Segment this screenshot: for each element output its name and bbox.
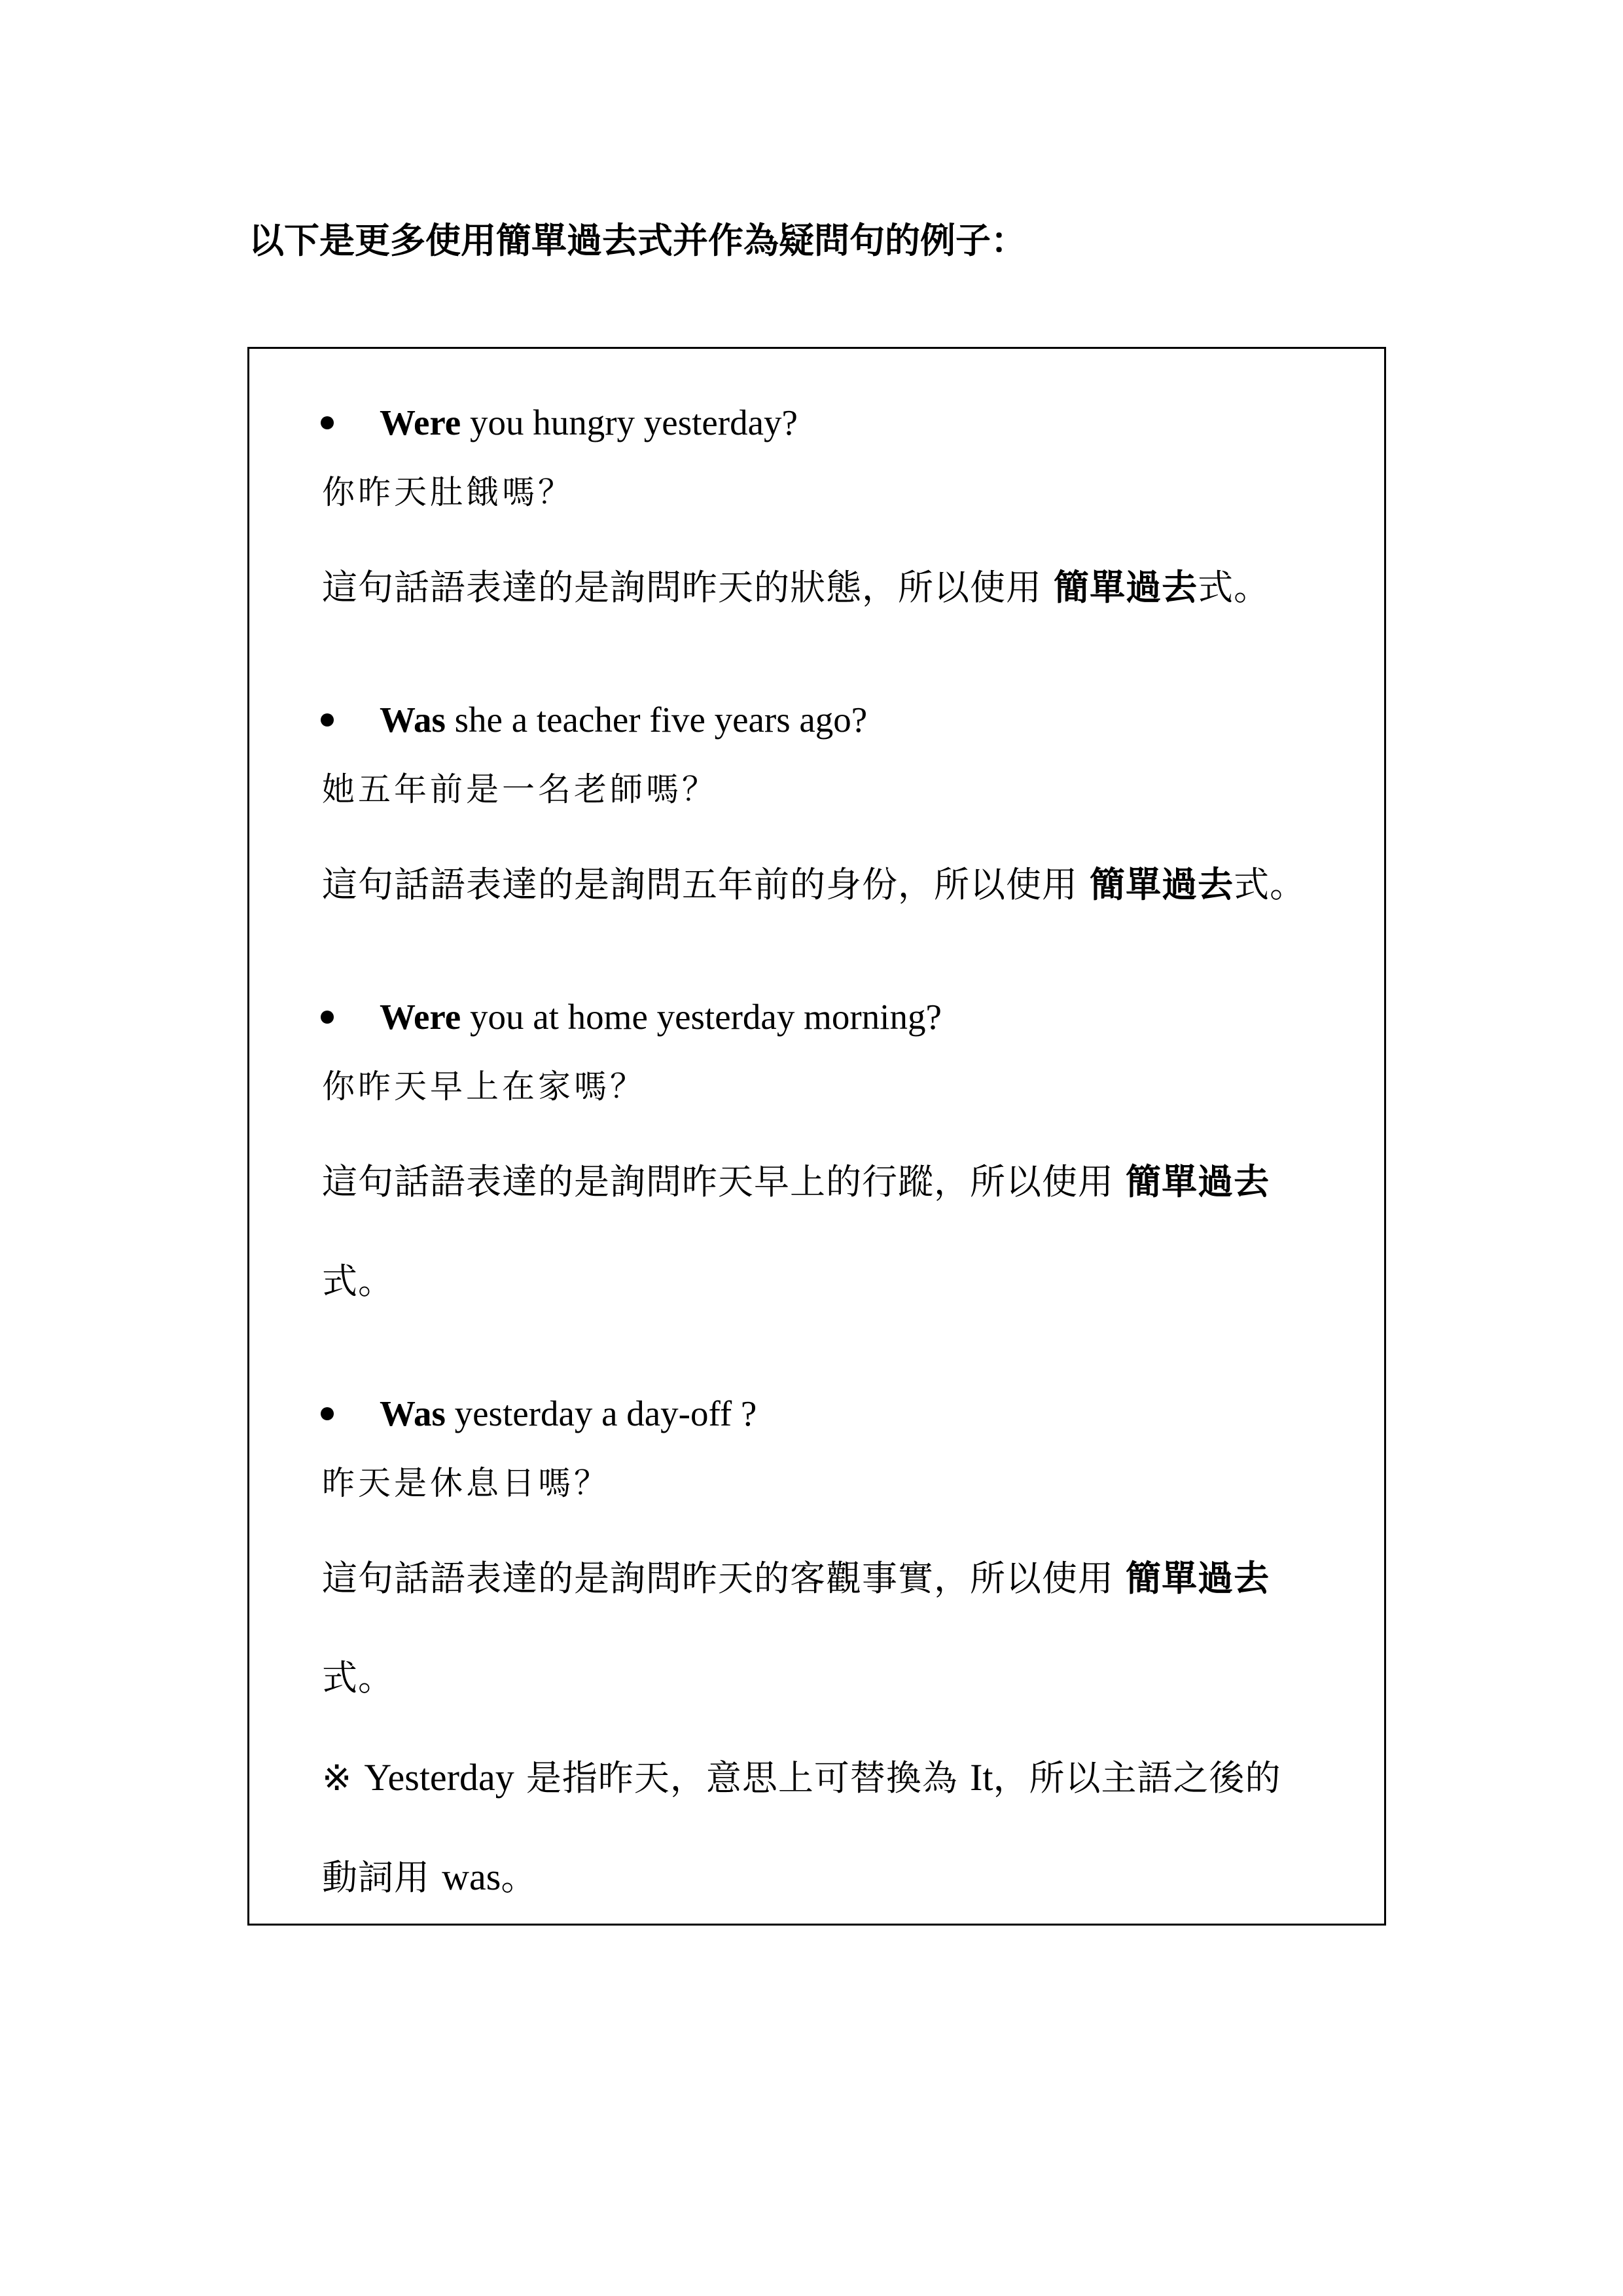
example-1-verb: Were [380, 403, 461, 442]
example-3-translation: 你昨天早上在家嗎？ [322, 1067, 646, 1105]
example-3-sentence-rest: you at home yesterday morning? [461, 997, 942, 1037]
bullet-icon [321, 416, 334, 429]
example-2-verb: Was [380, 700, 446, 740]
explanation-text: 這句話語表達的是詢問五年前的身份，所以使用 [322, 864, 1090, 905]
example-4-explanation-cont [322, 1652, 394, 1704]
example-4-sentence-rest: yesterday a day-off ? [445, 1393, 757, 1433]
note-mark: ※ [322, 1757, 365, 1799]
example-4-explanation [322, 1552, 1270, 1605]
example-4-sentence [380, 1388, 757, 1440]
explanation-text: 式。 [322, 1657, 394, 1698]
explanation-keyword: 簡單過去 [1126, 1161, 1270, 1202]
explanation-text: 這句話語表達的是詢問昨天早上的行蹤，所以使用 [322, 1161, 1126, 1202]
bullet-icon [321, 1011, 334, 1024]
bullet-icon [321, 1407, 334, 1420]
explanation-text: 這句話語表達的是詢問昨天的狀態，所以使用 [322, 567, 1054, 608]
example-3-explanation-cont [322, 1255, 394, 1308]
example-1-sentence [380, 397, 798, 449]
example-2-translation: 她五年前是一名老師嗎？ [322, 770, 718, 808]
note-text: ，所以主語之後的 [993, 1757, 1281, 1799]
explanation-suffix: 式。 [1234, 864, 1306, 905]
example-2-sentence-rest: she a teacher five years ago? [445, 700, 868, 740]
example-1-sentence-rest: you hungry yesterday? [461, 403, 798, 442]
note-word-was: was [442, 1856, 501, 1898]
note-text: 動詞用 [322, 1857, 442, 1898]
explanation-text: 式。 [322, 1261, 394, 1302]
note-text: 。 [501, 1857, 537, 1898]
explanation-text: 這句話語表達的是詢問昨天的客觀事實，所以使用 [322, 1558, 1126, 1599]
bullet-icon [321, 713, 334, 726]
example-4-translation: 昨天是休息日嗎？ [322, 1464, 610, 1502]
example-4-verb: Was [380, 1393, 446, 1433]
note-line-1 [322, 1751, 1281, 1804]
explanation-keyword: 簡單過去 [1090, 864, 1234, 905]
note-line-2 [322, 1851, 537, 1904]
example-1-translation: 你昨天肚餓嗎？ [322, 473, 574, 511]
example-3-verb: Were [380, 997, 461, 1037]
explanation-keyword: 簡單過去 [1126, 1558, 1270, 1599]
explanation-suffix: 式。 [1198, 567, 1270, 608]
example-2-explanation [322, 859, 1306, 911]
note-text: 是指昨天，意思上可替換為 [514, 1757, 971, 1799]
note-word-yesterday: Yesterday [364, 1756, 514, 1799]
example-3-sentence [380, 991, 942, 1043]
page-heading: 以下是更多使用簡單過去式并作為疑問句的例子： [249, 220, 1026, 261]
example-3-explanation [322, 1156, 1270, 1208]
explanation-keyword: 簡單過去 [1054, 567, 1198, 608]
example-1-explanation [322, 562, 1270, 614]
note-word-it: It [970, 1756, 993, 1799]
example-2-sentence [380, 694, 867, 746]
